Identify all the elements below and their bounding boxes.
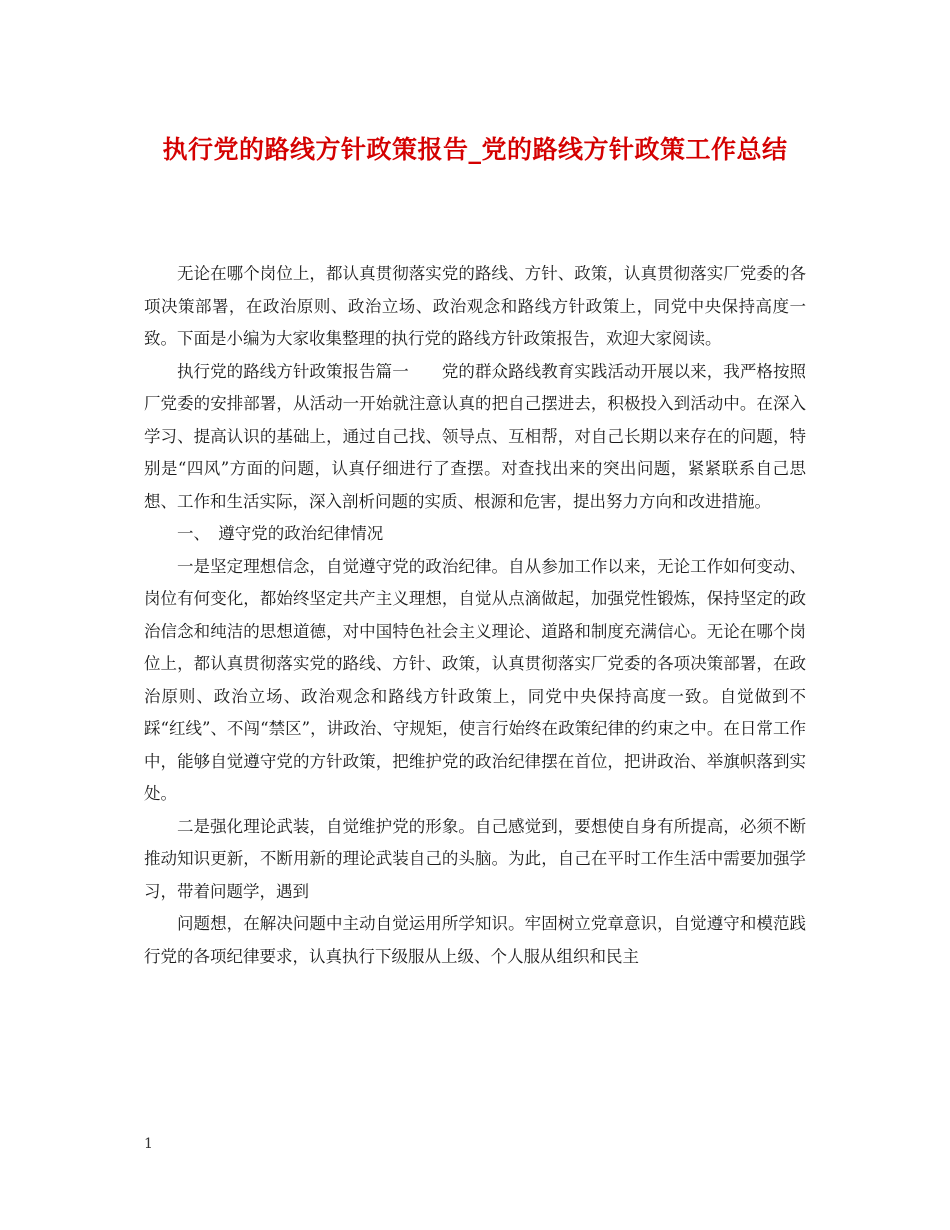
theory-paragraph: 二是强化理论武装，自觉维护党的形象。自己感觉到，要想使自身有所提高，必须不断推动知识更新，不断用新的理论武装自己的头脑。为此，自己在平时工作生活中需要加强学习，带着问题学，遇到 [144, 816, 806, 901]
party-constitution-paragraph: 问题想，在解决问题中主动自觉运用所学知识。牢固树立党章意识，自觉遵守和模范践行党的各项纪律要求，认真执行下级服从上级、个人服从组织和民主 [144, 914, 806, 966]
document-title: 执行党的路线方针政策报告_党的路线方针政策工作总结 [162, 135, 788, 164]
section-one-paragraph: 执行党的路线方针政策报告篇一 党的群众路线教育实践活动开展以来，我严格按照厂党委的安排部署，从活动一开始就注意认真的把自己摆进去，积极投入到活动中。在深入学习、提高认识的基础上，通过自己找、领导点、互相帮，对自己长期以来存在的问题，特别是“四风”方面的问题，认真仔细进行了查摆。对查找出来的突出问题，紧紧联系自己思想、工作和生活实际，深入剖析问题的实质、根源和危害，提出努力方向和改进措施。 [144, 361, 806, 511]
document-body [144, 258, 806, 973]
section-heading: 一、 遵守党的政治纪律情况 [177, 524, 384, 543]
intro-paragraph: 无论在哪个岗位上，都认真贯彻落实党的路线、方针、政策，认真贯彻落实厂党委的各项决策部署，在政治原则、政治立场、政治观念和路线方针政策上，同党中央保持高度一致。下面是小编为大家收集整理的执行党的路线方针政策报告，欢迎大家阅读。 [144, 264, 806, 348]
page-number: 1 [144, 1136, 153, 1152]
political-discipline-paragraph: 一是坚定理想信念，自觉遵守党的政治纪律。自从参加工作以来，无论工作如何变动、岗位有何变化，都始终坚定共产主义理想，自觉从点滴做起，加强党性锻炼，保持坚定的政治信念和纯洁的思想道德，对中国特色社会主义理论、道路和制度充满信心。无论在哪个岗位上，都认真贯彻落实党的路线、方针、政策，认真贯彻落实厂党委的各项决策部署，在政治原则、政治立场、政治观念和路线方针政策上，同党中央保持高度一致。自觉做到不踩“红线”、不闯“禁区”，讲政治、守规矩，使言行始终在政策纪律的约束之中。在日常工作中，能够自觉遵守党的方针政策，把维护党的政治纪律摆在首位，把讲政治、举旗帜落到实处。 [144, 556, 806, 803]
